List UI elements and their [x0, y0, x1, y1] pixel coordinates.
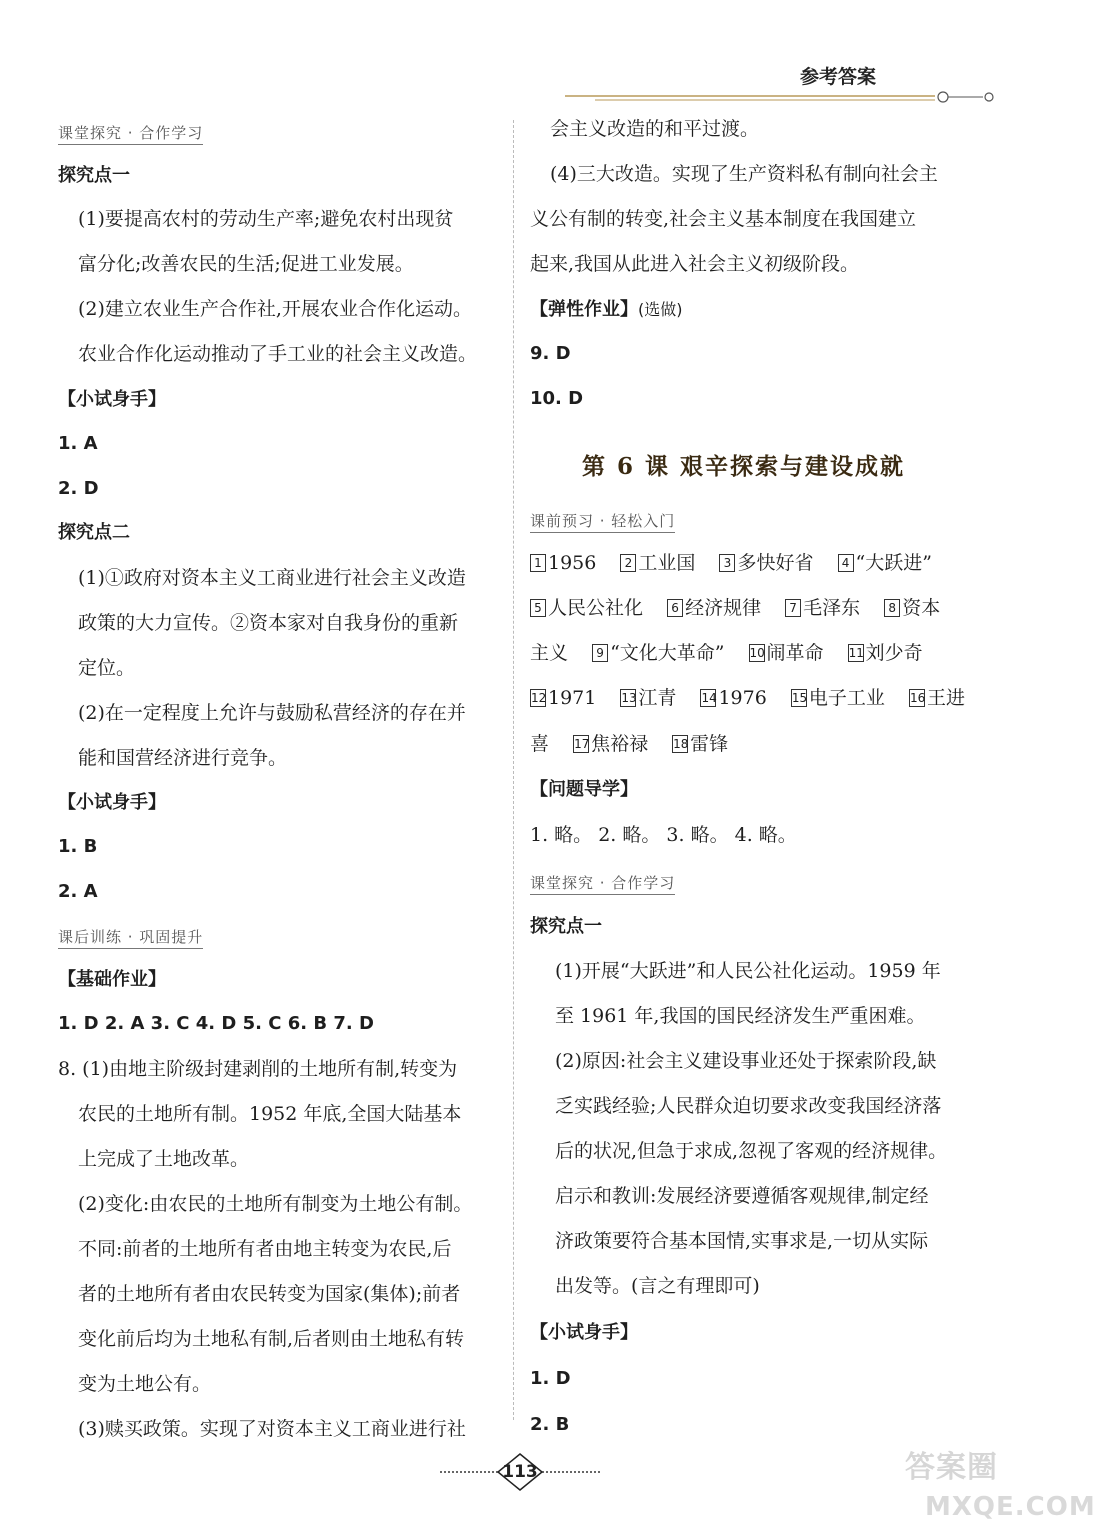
try-heading: 【小试身手】	[530, 1322, 638, 1343]
header-label: 参考答案	[800, 66, 877, 88]
fill-item: 121971	[531, 687, 597, 709]
answer-line: 义公有制的转变,社会主义基本制度在我国建立	[530, 208, 917, 230]
try-heading: 【小试身手】	[58, 792, 166, 813]
fill-item: 16王进	[909, 687, 965, 709]
fill-item: 6 经济规律	[667, 597, 761, 619]
fill-row	[530, 595, 940, 621]
elastic-work-heading	[530, 297, 683, 323]
answer-item: 1. B	[58, 836, 98, 857]
answer-line: 能和国营经济进行竞争。	[78, 747, 288, 769]
fill-item: 9 “文化大革命”	[592, 642, 724, 664]
answer-line: 农业合作化运动推动了手工业的社会主义改造。	[78, 343, 478, 365]
answer-line: (3)赎买政策。实现了对资本主义工商业进行社	[78, 1418, 466, 1440]
answer-item: 9. D	[530, 343, 571, 364]
fill-row	[530, 685, 965, 711]
fill-continuation: 喜	[530, 733, 550, 755]
answer-line: 会主义改造的和平过渡。	[550, 118, 760, 140]
fill-row	[530, 731, 746, 757]
answer-item: 2. B	[530, 1414, 570, 1435]
watermark-logo: 答案圈	[905, 1450, 998, 1485]
answer-line: (1)①政府对资本主义工商业进行社会主义改造	[78, 567, 466, 589]
section-tag-after-class: 课后训练 · 巩固提升	[58, 926, 203, 949]
header-decorative-rule	[565, 92, 995, 104]
fill-item: 10闹革命	[749, 642, 824, 664]
answer-line: 启示和教训:发展经济要遵循客观规律,制定经	[555, 1185, 929, 1207]
section-tag-preview: 课前预习 · 轻松入门	[530, 510, 675, 533]
watermark-url: MXQE.COM	[925, 1492, 1096, 1522]
fill-item: 141976	[701, 687, 767, 709]
elastic-note: (选做)	[638, 300, 683, 319]
answer-line: 8. (1)由地主阶级封建剥削的土地所有制,转变为	[58, 1058, 458, 1080]
page-number: 113	[502, 1462, 538, 1482]
answer-item: 10. D	[530, 388, 584, 409]
answer-line: (4)三大改造。实现了生产资料私有制向社会主	[550, 163, 938, 185]
fill-item: 13江青	[621, 687, 677, 709]
fill-item: 11刘少奇	[848, 642, 923, 664]
explore-point-heading: 探究点一	[58, 165, 130, 186]
fill-row	[530, 550, 950, 576]
answer-line: 者的土地所有者由农民转变为国家(集体);前者	[78, 1283, 461, 1305]
fill-item: 7 毛泽东	[785, 597, 860, 619]
answer-item: 2. D	[58, 478, 99, 499]
answer-line: 济政策要符合基本国情,实事求是,一切从实际	[555, 1230, 929, 1252]
answer-line: 变化前后均为土地私有制,后者则由土地私有转	[78, 1328, 465, 1350]
answer-item: 2. A	[58, 881, 98, 902]
answer-line: 起来,我国从此进入社会主义初级阶段。	[530, 253, 860, 275]
explore-point-heading: 探究点二	[58, 522, 130, 543]
fill-item: 5 人民公社化	[530, 597, 643, 619]
answer-line: 政策的大力宣传。②资本家对自我身份的重新	[78, 612, 459, 634]
fill-item: 3 多快好省	[719, 552, 813, 574]
answer-line: 定位。	[78, 657, 136, 679]
page-number-badge	[440, 1454, 600, 1494]
answer-line: (1)开展“大跃进”和人民公社化运动。1959 年	[555, 960, 941, 982]
fill-item: 4 “大跃进”	[838, 552, 932, 574]
elastic-heading-text: 【弹性作业】	[530, 299, 638, 320]
answer-line: 变为土地公有。	[78, 1373, 212, 1395]
question-guide-heading: 【问题导学】	[530, 779, 638, 800]
answer-line: 出发等。(言之有理即可)	[555, 1275, 760, 1297]
answer-line: (2)建立农业生产合作社,开展农业合作化运动。	[78, 298, 472, 320]
answer-line: 农民的土地所有制。1952 年底,全国大陆基本	[78, 1103, 462, 1125]
explore-point-heading: 探究点一	[530, 916, 602, 937]
answer-line: 后的状况,但急于求成,忽视了客观的经济规律。	[555, 1140, 948, 1162]
answer-line: (2)在一定程度上允许与鼓励私营经济的存在并	[78, 702, 466, 724]
fill-item: 2 工业国	[620, 552, 695, 574]
try-heading: 【小试身手】	[58, 389, 166, 410]
fill-item: 1 1956	[530, 552, 596, 574]
answer-line: (2)变化:由农民的土地所有制变为土地公有制。	[78, 1193, 473, 1215]
answer-line: 至 1961 年,我国的国民经济发生严重困难。	[555, 1005, 926, 1027]
lesson-title: 第 6 课 艰辛探索与建设成就	[582, 453, 906, 480]
answer-line: (1)要提高农村的劳动生产率;避免农村出现贫	[78, 208, 454, 230]
fill-item: 8 资本	[884, 597, 940, 619]
fill-item: 15电子工业	[791, 687, 885, 709]
section-tag-classroom: 课堂探究 · 合作学习	[58, 122, 203, 145]
answer-line: 不同:前者的土地所有者由地主转变为农民,后	[78, 1238, 452, 1260]
fill-item: 18雷锋	[673, 733, 729, 755]
section-tag-classroom: 课堂探究 · 合作学习	[530, 872, 675, 895]
fill-continuation: 主义	[530, 642, 569, 664]
answer-item: 1. A	[58, 433, 98, 454]
answer-item: 1. D	[530, 1368, 571, 1389]
basic-work-heading: 【基础作业】	[58, 969, 166, 990]
column-divider	[513, 120, 514, 1420]
question-answers: 1. 略。 2. 略。 3. 略。 4. 略。	[530, 824, 797, 846]
fill-row	[530, 640, 941, 666]
basic-answers: 1. D 2. A 3. C 4. D 5. C 6. B 7. D	[58, 1013, 374, 1034]
answer-line: 富分化;改善农民的生活;促进工业发展。	[78, 253, 414, 275]
fill-item: 17焦裕禄	[574, 733, 649, 755]
answer-line: (2)原因:社会主义建设事业还处于探索阶段,缺	[555, 1050, 937, 1072]
answer-line: 乏实践经验;人民群众迫切要求改变我国经济落	[555, 1095, 942, 1117]
answer-line: 上完成了土地改革。	[78, 1148, 250, 1170]
